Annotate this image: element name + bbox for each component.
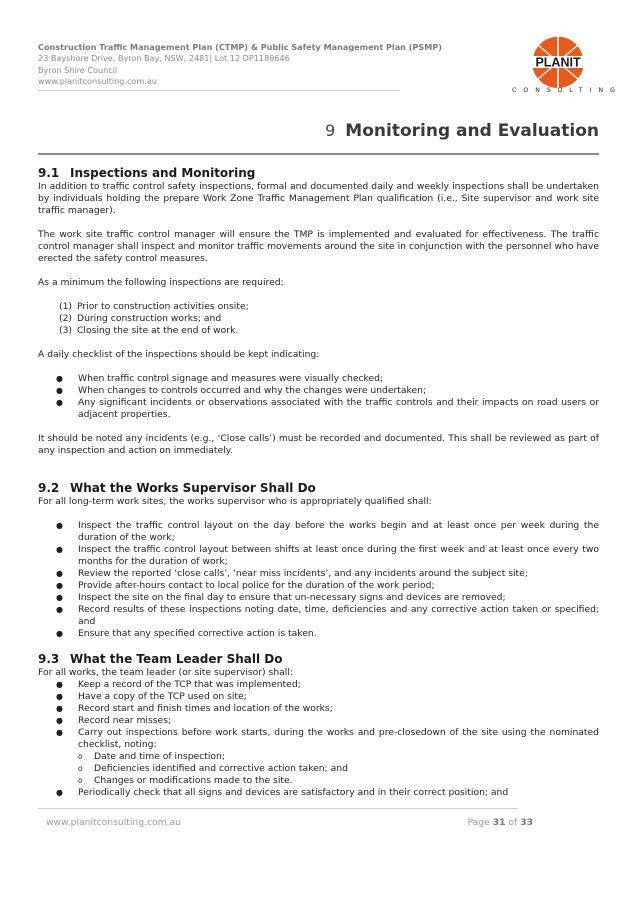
paragraph: In addition to traffic control safety inspections, formal and documented daily and weekly inspections shall be undertaken by individuals holding the prepare Work Zone Traffic Management Plan qualification (i.e., Site supervisor and work site traffic manager).: [38, 181, 599, 216]
list-item: ● When changes to controls occurred and why the changes were undertaken;: [56, 385, 427, 396]
section-title: What the Team Leader Shall Do: [70, 652, 283, 666]
list-item: (2) During construction works; and: [59, 313, 222, 324]
paragraph: It should be noted any incidents (e.g., ‘Close calls’) must be recorded and documented. This shall be reviewed as part of any inspection and action on immediately.: [38, 433, 599, 456]
chapter-title: Monitoring and Evaluation: [345, 121, 599, 141]
sub-list: [78, 751, 599, 787]
list-item: (1) Prior to construction activities onsite;: [59, 301, 249, 312]
chapter-divider: [38, 153, 599, 155]
bullet-list: [38, 679, 599, 799]
chapter-number: 9: [325, 121, 336, 140]
header-divider: [38, 90, 400, 91]
section-number: 9.2: [38, 481, 60, 495]
circle-bullet-icon: o: [78, 764, 83, 773]
paragraph: The work site traffic control manager will ensure the TMP is implemented and evaluated for effectiveness. The traffic control manager shall inspect and monitor traffic movements around the site in conjunction with the personnel who have erected the safety control measures.: [38, 229, 599, 264]
paragraph: For all works, the team leader (or site supervisor) shall:: [38, 667, 293, 678]
section-heading-9-2: [38, 481, 599, 496]
bullet-icon: ●: [56, 545, 63, 554]
list-item: ● Record start and finish times and location of the works;: [56, 703, 333, 714]
page-number: Page 31 of 33: [467, 817, 533, 828]
page-content: [38, 166, 599, 799]
sub-list-item: o Changes or modifications made to the site.: [78, 775, 293, 786]
paragraph: A daily checklist of the inspections should be kept indicating:: [38, 349, 320, 360]
bullet-icon: ●: [56, 788, 63, 797]
list-item: ● Have a copy of the TCP used on site;: [56, 691, 247, 702]
section-title: What the Works Supervisor Shall Do: [70, 481, 316, 495]
sub-list-item: o Date and time of inspection;: [78, 751, 225, 762]
bullet-list: [38, 520, 599, 640]
bullet-icon: ●: [56, 593, 63, 602]
list-item: ● Keep a record of the TCP that was implemented;: [56, 679, 301, 690]
footer-website: www.planitconsulting.com.au: [46, 817, 181, 828]
list-item: ● Inspect the traffic control layout between shifts at least once during the first week and at least once every two months for the duration of work;: [56, 544, 599, 567]
circle-bullet-icon: o: [78, 752, 83, 761]
header-title: Construction Traffic Management Plan (CTMP) & Public Safety Management Plan (PSMP): [38, 42, 442, 52]
bullet-icon: ●: [56, 629, 63, 638]
bullet-icon: ●: [56, 581, 63, 590]
document-header: [38, 42, 442, 87]
list-item: ● Any significant incidents or observations associated with the traffic controls and their impacts on road users or adjacent properties.: [56, 397, 599, 420]
bullet-icon: ●: [56, 569, 63, 578]
bullet-icon: ●: [56, 728, 63, 737]
header-website: www.planitconsulting.com.au: [38, 75, 157, 86]
footer-divider: [38, 808, 518, 809]
section-heading-9-3: [38, 652, 599, 667]
bullet-list: [38, 373, 599, 421]
sub-list-item: o Deficiencies identified and corrective action taken; and: [78, 763, 348, 774]
list-item: ● When traffic control signage and measures were visually checked;: [56, 373, 384, 384]
bullet-icon: ●: [56, 374, 63, 383]
numbered-list: [38, 301, 599, 337]
list-item: ● Record near misses;: [56, 715, 172, 726]
paragraph: As a minimum the following inspections are required:: [38, 277, 284, 288]
section-number: 9.1: [38, 166, 60, 180]
chapter-heading: [325, 121, 599, 141]
circle-bullet-icon: o: [78, 776, 83, 785]
list-item: ● Periodically check that all signs and devices are satisfactory and in their correct position; and: [56, 787, 509, 798]
bullet-icon: ●: [56, 398, 63, 407]
header-address: 23 Bayshore Drive, Byron Bay, NSW, 2481| Lot 12 DP1189646: [38, 53, 290, 64]
bullet-icon: ●: [56, 386, 63, 395]
list-item: (3) Closing the site at the end of work.: [59, 325, 239, 336]
bullet-icon: ●: [56, 716, 63, 725]
list-item: ● Record results of these inspections noting date, time, deficiencies and any corrective action taken or specified; and: [56, 604, 599, 627]
list-item: ● Inspect the site on the final day to ensure that un-necessary signs and devices are removed;: [56, 592, 506, 603]
logo-wordmark: PLANIT: [535, 55, 581, 70]
section-title: Inspections and Monitoring: [70, 166, 256, 180]
section-number: 9.3: [38, 652, 60, 666]
list-item: ● Ensure that any specified corrective action is taken.: [56, 628, 317, 639]
paragraph: For all long-term work sites, the works supervisor who is appropriately qualified shall:: [38, 496, 432, 507]
list-item: ● Carry out inspections before work starts, during the works and pre-closedown of the site using the nominated checklist, noting: o Date and time of inspection; o Deficiencies identified and corrective action taken; and o Changes or modifications made to the site.: [56, 727, 599, 786]
bullet-icon: ●: [56, 521, 63, 530]
bullet-icon: ●: [56, 692, 63, 701]
bullet-icon: ●: [56, 680, 63, 689]
header-council: Byron Shire Council: [38, 64, 118, 75]
list-item: ● Provide after-hours contact to local police for the duration of the work period;: [56, 580, 435, 591]
list-item: ● Review the reported ‘close calls’, ‘near miss incidents’, and any incidents around the subject site;: [56, 568, 528, 579]
bullet-icon: ●: [56, 605, 63, 614]
logo-subtitle: CONSULTING: [512, 87, 622, 94]
list-item: ● Inspect the traffic control layout on the day before the works begin and at least once per week during the duration of the work;: [56, 520, 599, 543]
section-heading-9-1: [38, 166, 599, 181]
bullet-icon: ●: [56, 704, 63, 713]
